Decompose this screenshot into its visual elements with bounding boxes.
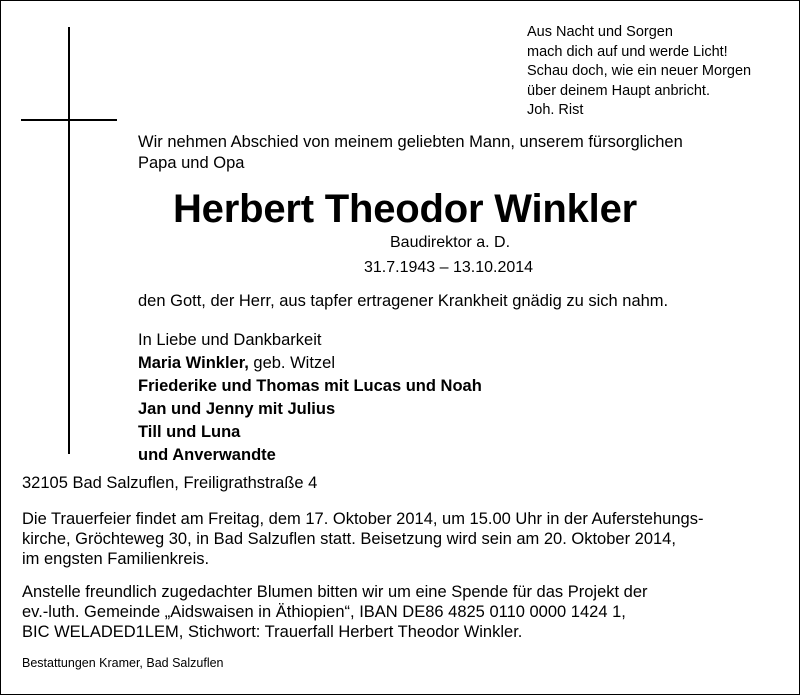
donation-info [22,582,648,642]
poem-author: Joh. Rist [527,102,584,118]
intro-text [138,132,683,174]
poem-line: Aus Nacht und Sorgen [527,24,673,40]
poem-line: Schau doch, wie ein neuer Morgen [527,63,752,79]
intro-line: Wir nehmen Abschied von meinem geliebten Mann, unserem fürsorglichen [138,133,683,151]
poem-line: mach dich auf und werde Licht! [527,43,728,60]
funeral-line: kirche, Gröchteweg 30, in Bad Salzuflen statt. Beisetzung wird sein am 20. Oktober 2014, [22,530,676,548]
mourner-line: und Anverwandte [138,446,276,464]
mourners-intro: In Liebe und Dankbarkeit [138,331,322,349]
funeral-line: Die Trauerfeier findet am Freitag, dem 17. Oktober 2014, um 15.00 Uhr in der Auferstehungs- [22,510,704,528]
poem-line: über deinem Haupt anbricht. [527,82,710,99]
wife-maiden-name: geb. Witzel [248,354,336,372]
funeral-home: Bestattungen Kramer, Bad Salzuflen [22,656,224,670]
deceased-name: Herbert Theodor Winkler [173,187,637,231]
cross-icon-horizontal [21,119,117,121]
mourner-line: Till und Luna [138,423,241,441]
passing-text: den Gott, der Herr, aus tapfer ertragener Krankheit gnädig zu sich nahm. [138,292,669,310]
poem [527,23,751,121]
intro-line: Papa und Opa [138,154,245,172]
deceased-title: Baudirektor a. D. [390,234,511,251]
cross-icon-vertical [68,27,70,454]
mourners-block [138,329,482,467]
family-address: 32105 Bad Salzuflen, Freiligrathstraße 4 [22,474,318,492]
donation-line: ev.-luth. Gemeinde „Aidswaisen in Äthiopien“, IBAN DE86 4825 0110 0000 1424 1, [22,603,626,621]
mourner-line: Jan und Jenny mit Julius [138,400,336,418]
funeral-info [22,509,703,569]
donation-line: BIC WELADED1LEM, Stichwort: Trauerfall Herbert Theodor Winkler. [22,623,523,641]
mourner-wife [138,352,482,375]
life-dates: 31.7.1943 – 13.10.2014 [364,259,534,276]
mourner-line: Friederike und Thomas mit Lucas und Noah [138,377,482,395]
wife-name: Maria Winkler, [138,354,249,372]
donation-line: Anstelle freundlich zugedachter Blumen bitten wir um eine Spende für das Projekt der [22,583,648,601]
funeral-line: im engsten Familienkreis. [22,550,210,568]
